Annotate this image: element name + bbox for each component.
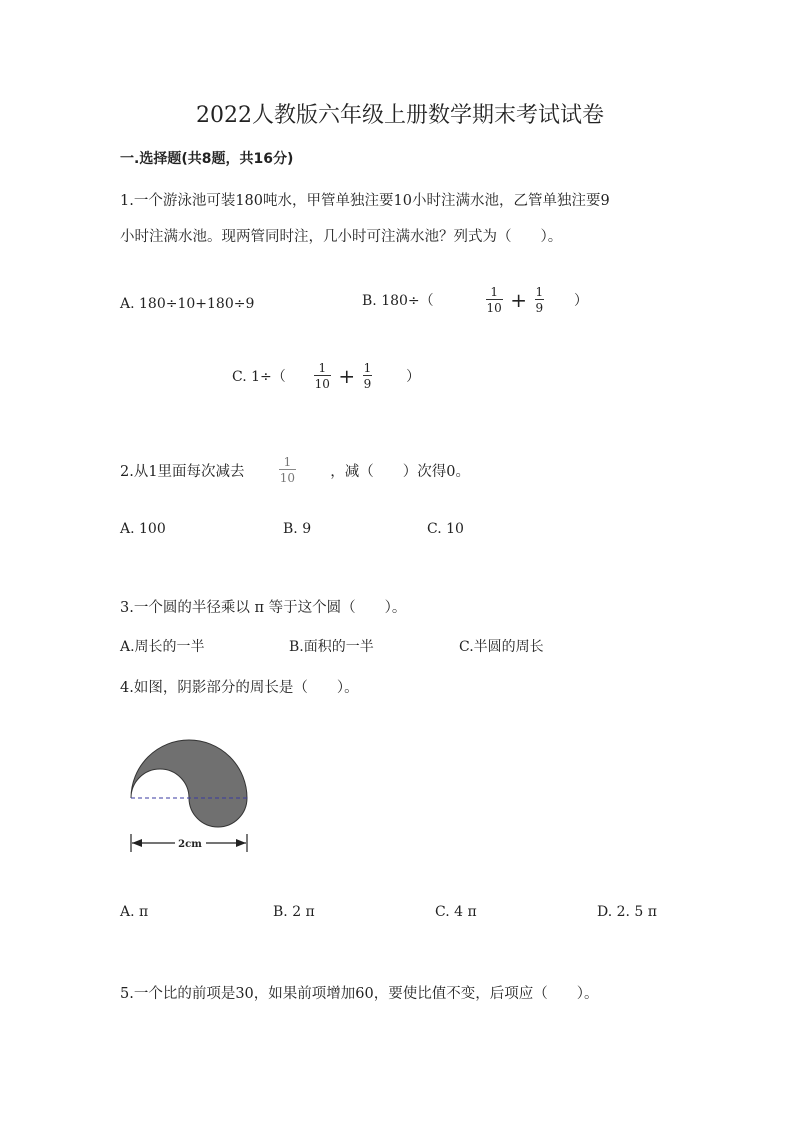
plus-sign: + <box>338 364 356 388</box>
fraction-1-9: $\frac{1}{9}$ <box>363 361 372 391</box>
q2-prefix: 2.从1里面每次减去 <box>120 463 245 480</box>
fraction-1-10: $\frac{1}{10}$ <box>279 455 296 485</box>
q3-stem: 3.一个圆的半径乘以 π 等于这个圆（ ）。 <box>120 600 407 616</box>
q2-stem <box>120 456 470 484</box>
shaded-region-figure <box>120 730 260 860</box>
q1-option-b[interactable] <box>362 286 588 314</box>
fraction-1-9: $\frac{1}{9}$ <box>535 285 544 315</box>
q4-option-d[interactable]: D. 2. 5 π <box>597 904 657 920</box>
q4-option-c[interactable]: C. 4 π <box>435 904 477 920</box>
q1-option-a[interactable]: A. 180÷10+180÷9 <box>120 296 255 312</box>
q4-stem: 4.如图，阴影部分的周长是（ ）。 <box>120 680 359 696</box>
q1-line1: 1.一个游泳池可装180吨水，甲管单独注要10小时注满水池，乙管单独注要9 <box>120 193 610 209</box>
q3-option-b[interactable]: B.面积的一半 <box>289 639 374 655</box>
q1-option-c[interactable] <box>232 362 420 390</box>
q2-option-b[interactable]: B. 9 <box>283 521 312 537</box>
page-title: 2022人教版六年级上册数学期末考试试卷 <box>196 103 604 128</box>
arrow-left <box>132 839 142 847</box>
q1-line2: 小时注满水池。现两管同时注，几小时可注满水池？列式为（ ）。 <box>120 229 563 245</box>
shaded-region <box>131 740 247 827</box>
arrow-right <box>236 839 246 847</box>
q4-option-a[interactable]: A. π <box>120 904 149 920</box>
plus-sign: + <box>510 288 528 312</box>
close-paren: ） <box>406 369 421 385</box>
fraction-1-10: $\frac{1}{10}$ <box>486 285 502 315</box>
section-heading: 一.选择题(共8题，共16分) <box>120 151 294 167</box>
q1-option-b-prefix: B. 180÷（ <box>362 293 434 309</box>
q2-suffix: ，减（ ）次得0。 <box>330 463 471 480</box>
q5-stem: 5.一个比的前项是30，如果前项增加60，要使比值不变，后项应（ ）。 <box>120 986 599 1002</box>
q4-option-b[interactable]: B. 2 π <box>273 904 315 920</box>
q3-option-a[interactable]: A.周长的一半 <box>120 639 205 655</box>
fraction-1-10: $\frac{1}{10}$ <box>314 361 330 391</box>
q1-option-c-prefix: C. 1÷（ <box>232 369 286 385</box>
q3-option-c[interactable]: C.半圆的周长 <box>459 639 544 655</box>
dimension-label: 2cm <box>178 839 202 850</box>
close-paren: ） <box>574 293 589 309</box>
q2-option-a[interactable]: A. 100 <box>120 521 166 537</box>
q2-option-c[interactable]: C. 10 <box>427 521 464 537</box>
